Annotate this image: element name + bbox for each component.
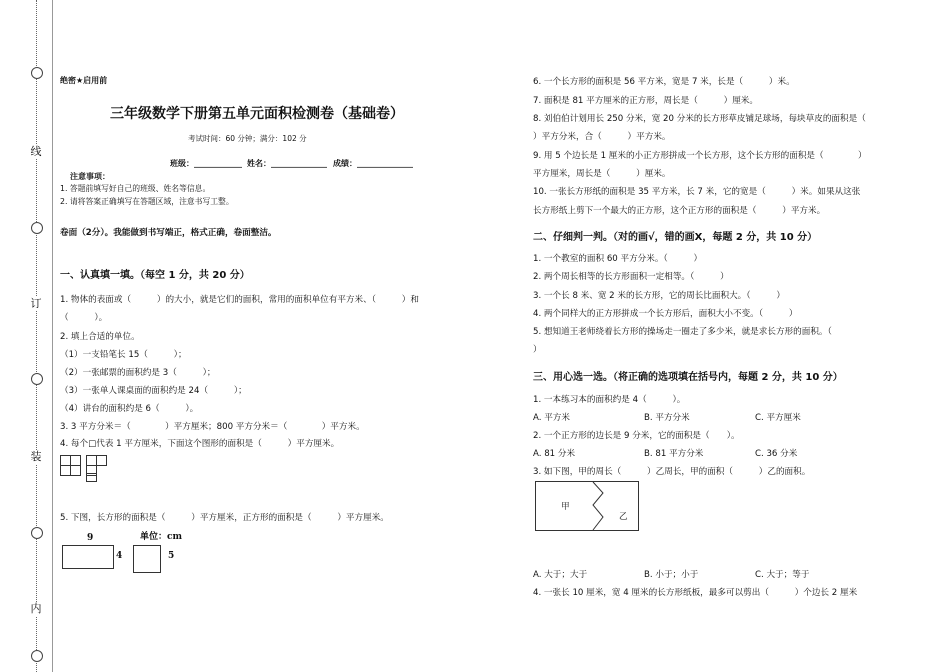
binding-strip xyxy=(0,0,52,672)
score-field[interactable]: 成绩：______________ xyxy=(333,159,413,168)
question-2-item: （3）一张单人课桌面的面积约是 24（ ）； xyxy=(60,386,247,396)
question-2-item: （1）一支铅笔长 15（ ）； xyxy=(60,350,187,360)
page-title: 三年级数学下册第五单元面积检测卷（基础卷） xyxy=(110,106,404,122)
choice-option: B. 平方分米 xyxy=(644,413,690,423)
unit-label: 单位：cm xyxy=(140,532,183,542)
binding-mark: 线 xyxy=(30,145,42,158)
judge-item: 2. 两个周长相等的长方形面积一定相等。（ ） xyxy=(533,272,729,282)
figure-border xyxy=(536,482,639,531)
square-side-label: 5 xyxy=(168,551,175,561)
secret-label: 绝密★启用前 xyxy=(60,76,108,85)
choice-option: A. 大于；大于 xyxy=(533,570,588,580)
binding-hole-icon xyxy=(31,527,43,539)
question-3: 3. 3 平方分米＝（ ）平方厘米；800 平方分米＝（ ）平方米。 xyxy=(60,422,365,432)
exam-info: 考试时间：60 分钟；满分：102 分 xyxy=(188,134,307,143)
choice-3: 3. 如下图，甲的周长（ ）乙周长，甲的面积（ ）乙的面积。 xyxy=(533,467,811,477)
choice-4: 4. 一张长 10 厘米，宽 4 厘米的长方形纸板，最多可以剪出（ ）个边长 2 厘米 xyxy=(533,588,858,598)
choice-option: A. 平方米 xyxy=(533,413,570,423)
question-1: 1. 物体的表面或（ ）的大小，就是它们的面积，常用的面积单位有平方米、（ ）和 xyxy=(60,295,419,305)
judge-item-cont: ） xyxy=(533,345,542,355)
choice-option: A. 81 分米 xyxy=(533,449,576,459)
binding-border-line xyxy=(52,0,53,672)
choice-option: B. 小于；小于 xyxy=(644,570,699,580)
binding-mark: 装 xyxy=(30,450,42,463)
binding-hole-icon xyxy=(31,373,43,385)
question-8-cont: ）平方分米，合（ ）平方米。 xyxy=(533,132,671,142)
question-5: 5. 下图，长方形的面积是（ ）平方厘米，正方形的面积是（ ）平方厘米。 xyxy=(60,513,389,523)
choice-option: C. 平方厘米 xyxy=(755,413,801,423)
binding-hole-icon xyxy=(31,650,43,662)
judge-item: 3. 一个长 8 米、宽 2 米的长方形，它的周长比面积大。（ ） xyxy=(533,291,785,301)
question-10: 10. 一张长方形纸的面积是 35 平方米，长 7 米，它的宽是（ ）米。如果从这张 xyxy=(533,187,861,197)
notes-title: 注意事项： xyxy=(70,172,110,181)
section1-title: 一、认真填一填。（每空 1 分，共 20 分） xyxy=(60,270,250,281)
question-2-item: （2）一张邮票的面积约是 3（ ）； xyxy=(60,368,216,378)
question-4: 4. 每个□代表 1 平方厘米，下面这个图形的面积是（ ）平方厘米。 xyxy=(60,439,340,449)
choice-option: C. 大于；等于 xyxy=(755,570,810,580)
question-7: 7. 面积是 81 平方厘米的正方形，周长是（ ）厘米。 xyxy=(533,96,758,106)
yi-label: 乙 xyxy=(619,512,628,522)
rect-width-label: 4 xyxy=(116,551,123,561)
question-9: 9. 用 5 个边长是 1 厘米的小正方形拼成一个长方形，这个长方形的面积是（ ） xyxy=(533,151,867,161)
choice-option: C. 36 分米 xyxy=(755,449,798,459)
question-10-cont: 长方形纸上剪下一个最大的正方形，这个正方形的面积是（ ）平方米。 xyxy=(533,206,826,216)
jia-yi-figure xyxy=(535,481,639,531)
class-field[interactable]: 班级：____________ xyxy=(170,159,242,168)
question-1-cont: （ ）。 xyxy=(60,313,108,323)
square-figure xyxy=(133,545,161,573)
zigzag-divider xyxy=(593,482,603,530)
judge-item: 1. 一个教室的面积 60 平方分米。（ ） xyxy=(533,254,703,264)
note-item: 1. 答题前填写好自己的班级、姓名等信息。 xyxy=(60,184,211,193)
choice-option: B. 81 平方分米 xyxy=(644,449,704,459)
grid-figure xyxy=(60,455,110,485)
binding-dotted-line xyxy=(36,0,37,672)
choice-2: 2. 一个正方形的边长是 9 分米，它的面积是（ ）。 xyxy=(533,431,740,441)
judge-item: 4. 两个同样大的正方形拼成一个长方形后，面积大小不变。（ ） xyxy=(533,309,798,319)
question-9-cont: 平方厘米，周长是（ ）厘米。 xyxy=(533,169,671,179)
binding-mark: 订 xyxy=(30,297,42,310)
note-item: 2. 请将答案正确填写在答题区域，注意书写工整。 xyxy=(60,197,234,206)
neatness-line: 卷面（2分）。我能做到书写端正，格式正确，卷面整洁。 xyxy=(60,228,277,238)
rect-length-label: 9 xyxy=(87,533,94,543)
binding-hole-icon xyxy=(31,67,43,79)
choice-1: 1. 一本练习本的面积约是 4（ ）。 xyxy=(533,395,686,405)
binding-hole-icon xyxy=(31,222,43,234)
question-2: 2. 填上合适的单位。 xyxy=(60,332,140,342)
jia-label: 甲 xyxy=(561,502,570,512)
section2-title: 二、仔细判一判。（对的画√，错的画X，每题 2 分，共 10 分） xyxy=(533,232,818,243)
question-6: 6. 一个长方形的面积是 56 平方米，宽是 7 米，长是（ ）米。 xyxy=(533,77,795,87)
question-2-item: （4）讲台的面积约是 6（ ）。 xyxy=(60,404,199,414)
section3-title: 三、用心选一选。（将正确的选项填在括号内，每题 2 分，共 10 分） xyxy=(533,372,843,383)
name-field[interactable]: 姓名：______________ xyxy=(247,159,327,168)
binding-mark: 内 xyxy=(30,602,42,615)
question-8: 8. 刘伯伯计划用长 250 分米，宽 20 分米的长方形草皮铺足球场，每块草皮的面积是（ xyxy=(533,114,866,124)
rectangle-figure xyxy=(62,545,114,569)
judge-item: 5. 想知道王老师绕着长方形的操场走一圈走了多少米，就是求长方形的面积。（ xyxy=(533,327,832,337)
